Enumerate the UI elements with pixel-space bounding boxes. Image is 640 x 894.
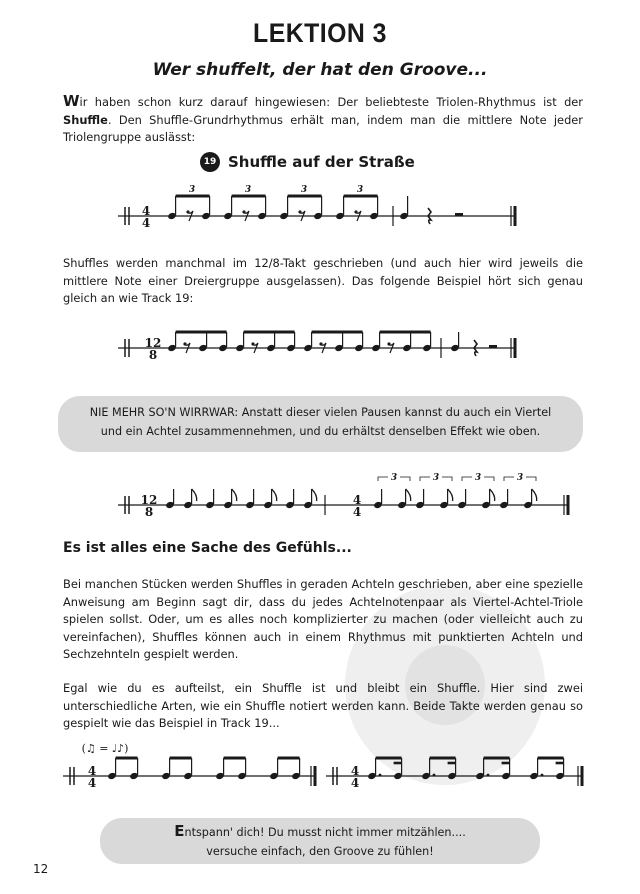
tip2-line1: ntspann' dich! Du musst nicht immer mitzählen.... bbox=[184, 826, 466, 839]
staff-3a-note-flag bbox=[232, 489, 237, 501]
staff-3b-time-signature-top: 4 bbox=[352, 493, 362, 507]
staff-1-eighth-rest-dot bbox=[298, 210, 301, 213]
page-number: 12 bbox=[33, 862, 49, 876]
staff-1-eighth-rest-dot bbox=[354, 210, 357, 213]
staff-2-half-rest bbox=[489, 345, 497, 348]
staff-3b-triplet-bracket-number: 3 bbox=[474, 473, 482, 483]
intro-text-a: ir haben schon kurz darauf hingewiesen: Der beliebteste Triolen-Rhythmus ist der bbox=[79, 95, 583, 109]
staff-3b-triplet-bracket-left bbox=[462, 477, 472, 481]
intro-text-b: . Den Shuffle-Grundrhythmus erhält man, indem man die mittlere Note jeder Triolengruppe auslässt: bbox=[63, 112, 583, 144]
staff-4b-time-signature-bottom: 4 bbox=[350, 776, 360, 790]
staff-3b-note-flag bbox=[406, 489, 411, 501]
staff-1-triplet-number: 3 bbox=[356, 185, 364, 195]
track-number-badge: 19 bbox=[200, 152, 220, 172]
staff-4b-note-dot bbox=[541, 774, 544, 777]
lesson-title: LEKTION 3 bbox=[253, 18, 387, 48]
staff-1-time-signature-bottom: 4 bbox=[141, 216, 151, 230]
staff-4b-time-signature-top: 4 bbox=[350, 764, 360, 778]
staff-3b-triplet-bracket-left bbox=[504, 477, 514, 481]
staff-4b-note-dot bbox=[487, 774, 490, 777]
staff-3b-triplet-bracket-number: 3 bbox=[516, 473, 524, 483]
staff-3a-note-flag bbox=[312, 489, 317, 501]
tip-box-wirrwar bbox=[58, 396, 583, 452]
staff-1-triplet-number: 3 bbox=[244, 185, 252, 195]
staff-3b-note-flag bbox=[490, 489, 495, 501]
staff-3b-triplet-bracket-left bbox=[420, 477, 430, 481]
staff-4a-time-signature-bottom: 4 bbox=[87, 776, 97, 790]
staff-2-eighth-rest-dot bbox=[183, 342, 186, 345]
staff-2-time-signature-top: 12 bbox=[144, 336, 162, 350]
intro-bold-term: Shuffle bbox=[63, 112, 108, 127]
staff-1-half-rest bbox=[455, 213, 463, 216]
staff-2-eighth-rest-dot bbox=[319, 342, 322, 345]
staff-3a-note-flag bbox=[272, 489, 277, 501]
staff-3b-triplet-bracket-right bbox=[484, 477, 494, 481]
tip1-line1: NIE MEHR SO'N WIRRWAR: Anstatt dieser vielen Pausen kannst du auch ein Viertel bbox=[89, 406, 552, 419]
section-para-2: Egal wie du es aufteilst, ein Shuffle ist und bleibt ein Shuffle. Hier sind zwei unterschiedliche Arten, wie ein Shuffle notiert werden kann. Beide Takte werden genau so gespielt wie das Beispiel in Track 19... bbox=[63, 681, 583, 730]
staff-3b-triplet-bracket-right bbox=[400, 477, 410, 481]
tip-box-relax bbox=[100, 818, 540, 864]
swing-hint-text: (♫ = ♩♪) bbox=[81, 742, 129, 755]
staff-1-triplet-number: 3 bbox=[300, 185, 308, 195]
staff-4b-note-dot bbox=[433, 774, 436, 777]
staff-3a-time-signature-top: 12 bbox=[140, 493, 158, 507]
section-heading: Es ist alles eine Sache des Gefühls... bbox=[63, 540, 352, 556]
staff-3b-triplet-bracket-number: 3 bbox=[390, 473, 398, 483]
staff-1-eighth-rest-dot bbox=[186, 210, 189, 213]
intro-dropcap: W bbox=[63, 92, 80, 110]
staff-2-time-signature-bottom: 8 bbox=[148, 348, 158, 362]
staff-4b-note-dot bbox=[379, 774, 382, 777]
staff-1-eighth-rest-dot bbox=[242, 210, 245, 213]
lesson-subtitle: Wer shuffelt, der hat den Groove... bbox=[152, 60, 488, 80]
tip2-line2: versuche einfach, den Groove zu fühlen! bbox=[206, 845, 434, 858]
staff-3b-note-flag bbox=[448, 489, 453, 501]
staff-2-eighth-rest-dot bbox=[387, 342, 390, 345]
staff-3a-note-flag bbox=[192, 489, 197, 501]
staff-3a-time-signature-bottom: 8 bbox=[144, 505, 154, 519]
staff-3b-triplet-bracket-right bbox=[442, 477, 452, 481]
staff-4a-time-signature-top: 4 bbox=[87, 764, 97, 778]
staff-3b-triplet-bracket-right bbox=[526, 477, 536, 481]
staff-3b-triplet-bracket-left bbox=[378, 477, 388, 481]
section-para-1: Bei manchen Stücken werden Shuffles in geraden Achteln geschrieben, aber eine spezielle Anweisung am Beginn sagt dir, dass du jedes Achtelnotenpaar als Viertel-Achtel-Triole spielen sollst. Oder, um es alles noch komplizierter zu machen (oder vielleicht auch zu vereinfachen), Shuffles können auch in einem Rhythmus mit punktierten Achteln und Sechzehnteln gespielt werden. bbox=[63, 577, 583, 661]
example-title: Shuffle auf der Straße bbox=[228, 153, 415, 171]
staff-1-time-signature-top: 4 bbox=[141, 204, 151, 218]
staff-3b-note-flag bbox=[532, 489, 537, 501]
staff-2-eighth-rest-dot bbox=[251, 342, 254, 345]
staff-1-triplet-number: 3 bbox=[188, 185, 196, 195]
tip1-line2: und ein Achtel zusammennehmen, und du erhältst denselben Effekt wie oben. bbox=[100, 425, 541, 438]
para-128: Shuffles werden manchmal im 12/8-Takt geschrieben (und auch hier wird jeweils die mittlere Note einer Dreiergruppe ausgelassen). Das folgende Beispiel hört sich genau gleich an wie Track 19: bbox=[63, 256, 583, 305]
staff-3b-time-signature-bottom: 4 bbox=[352, 505, 362, 519]
tip2-dropcap: E bbox=[174, 822, 185, 840]
staff-3b-triplet-bracket-number: 3 bbox=[432, 473, 440, 483]
